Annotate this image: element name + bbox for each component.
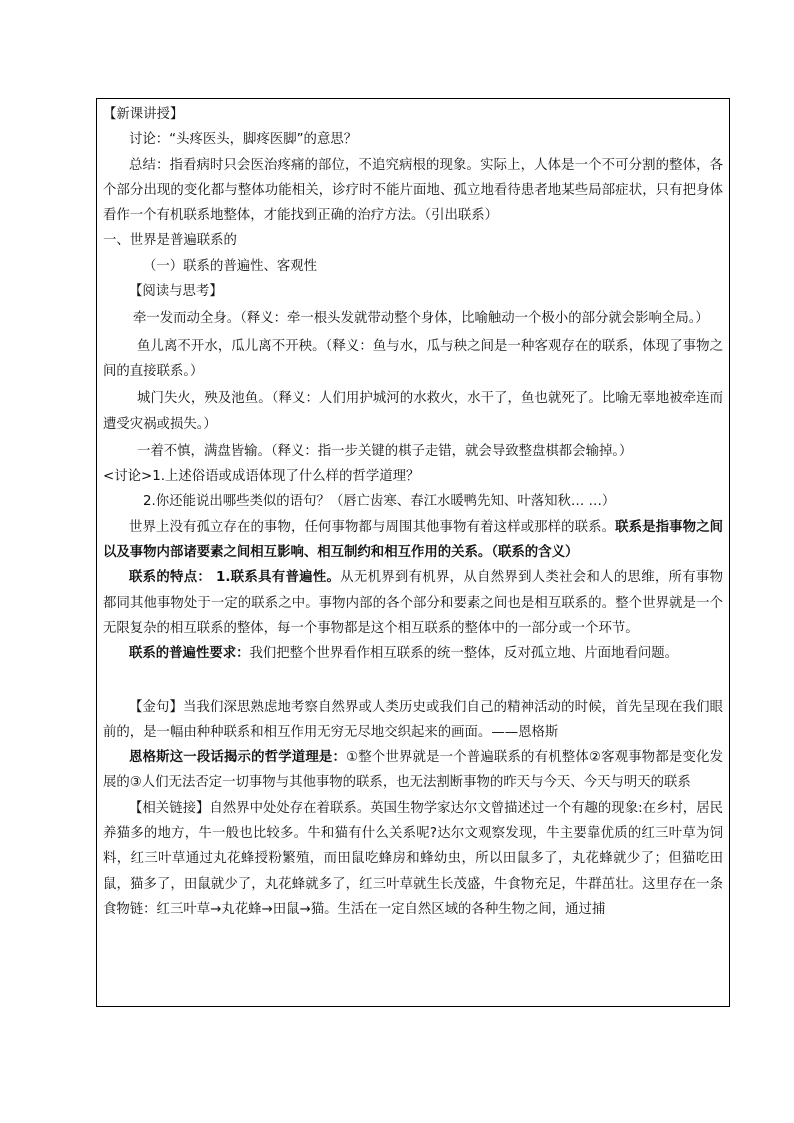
engels-label: 恩格斯这一段话揭示的哲学道理是： bbox=[129, 750, 347, 766]
definition-plain: 世界上没有孤立存在的事物，任何事物都与周围其他事物有着这样或那样的联系。 bbox=[129, 519, 616, 535]
read-think-heading: 【阅读与思考】 bbox=[129, 284, 223, 300]
feature-paragraph bbox=[103, 565, 723, 641]
feature-label: 联系的特点： 1.联系具有普遍性。 bbox=[129, 570, 341, 586]
lesson-content bbox=[103, 102, 723, 922]
engels-paragraph bbox=[103, 745, 723, 796]
idiom-item: 牵一发而动全身。（释义：牵一根头发就带动整个身体，比喻触动一个极小的部分就会影响全局。） bbox=[133, 311, 709, 327]
golden-quote: 【金句】当我们深思熟虑地考察自然界或人类历史或我们自己的精神活动的时候，首先呈现在我们眼前的，是一幅由种种联系和相互作用无穷无尽地交织起来的画面。——恩格斯 bbox=[103, 699, 723, 740]
discussion-question-2: 2.你还能说出哪些类似的语句？（唇亡齿寒、春江水暖鸭先知、叶落知秋… …） bbox=[143, 494, 616, 510]
requirement-text: 我们把整个世界看作相互联系的统一整体，反对孤立地、片面地看问题。 bbox=[249, 646, 679, 662]
requirement-label: 联系的普遍性要求： bbox=[129, 646, 250, 662]
discussion-question: 讨论：“头疼医头，脚疼医脚”的意思？ bbox=[129, 132, 358, 148]
section-title: 一、世界是普遍联系的 bbox=[103, 233, 237, 249]
idiom-item: 一着不慎，满盘皆输。（释义：指一步关键的棋子走错，就会导致整盘棋都会输掉。） bbox=[137, 443, 633, 459]
definition-paragraph bbox=[103, 515, 723, 566]
summary-paragraph: 总结：指看病时只会医治疼痛的部位，不追究病根的现象。实际上，人体是一个不可分割的整体，各个部分出现的变化都与整体功能相关，诊疗时不能片面地、孤立地看待患者地某些局部症状，只有把身体看作一个有机联系地整体，才能找到正确的治疗方法。（引出联系） bbox=[103, 157, 723, 224]
idiom-item: 城门失火，殃及池鱼。（释义：人们用护城河的水救火，水干了，鱼也就死了。比喻无辜地被牵连而遭受灾祸或损失。） bbox=[103, 391, 723, 432]
feature-text: 从无机界到有机界，从自然界到人类社会和人的思维，所有事物都同其他事物处于一定的联系之中。事物内部的各个部分和要素之间也是相互联系的。整个世界就是一个无限复杂的相互联系的整体，每一个事物都是这个相互联系的整体中的一部分或一个环节。 bbox=[103, 570, 723, 636]
idiom-item: 鱼儿离不开水，瓜儿离不开秧。（释义：鱼与水，瓜与秧之间是一种客观存在的联系，体现了事物之间的直接联系。） bbox=[103, 338, 723, 379]
subsection-title: （一）联系的普遍性、客观性 bbox=[143, 258, 318, 274]
definition-bold: 联系是指事物之间以及事物内部诸要素之间相互影响、相互制约和相互作用的关系。（联系的含义） bbox=[103, 519, 724, 561]
requirement-paragraph bbox=[103, 641, 723, 666]
lesson-frame bbox=[96, 98, 730, 1007]
related-link-paragraph: 【相关链接】自然界中处处存在着联系。英国生物学家达尔文曾描述过一个有趣的现象:在乡村，居民养猫多的地方，牛一般也比较多。牛和猫有什么关系呢?达尔文观察发现，牛主要靠优质的红三叶草为饲料，红三叶草通过丸花蜂授粉繁殖，而田鼠吃蜂房和蜂幼虫，所以田鼠多了，丸花蜂就少了；但猫吃田鼠，猫多了，田鼠就少了，丸花蜂就多了，红三叶草就生长茂盛，牛食物充足，牛群茁壮。这里存在一条食物链：红三叶草→丸花蜂→田鼠→猫。生活在一定自然区域的各种生物之间，通过捕 bbox=[103, 800, 723, 917]
engels-text: ①整个世界就是一个普遍联系的有机整体②客观事物都是变化发展的③人们无法否定一切事物与其他事物的联系，也无法割断事物的昨天与今天、今天与明天的联系 bbox=[103, 750, 723, 791]
section-heading-new-lesson: 【新课讲授】 bbox=[103, 107, 184, 122]
discussion-question-1: <讨论>1.上述俗语或成语体现了什么样的哲学道理？ bbox=[103, 469, 420, 485]
